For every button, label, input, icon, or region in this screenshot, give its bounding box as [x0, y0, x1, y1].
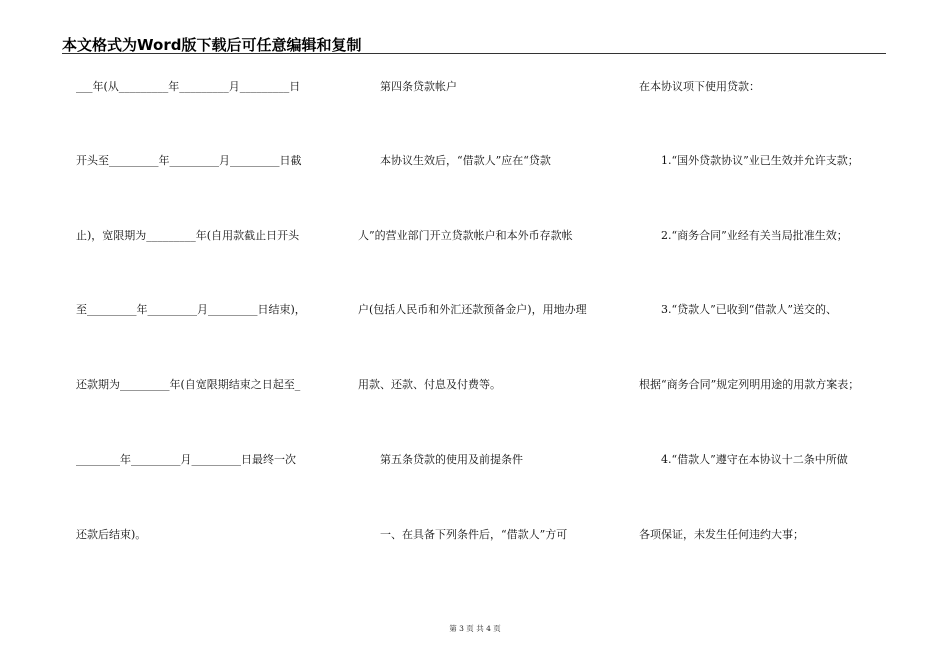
text-line: 人”的营业部门开立贷款帐户和本外币存款帐: [358, 229, 573, 242]
text-line: 3.“贷款人”已收到“借款人”送交的、: [639, 303, 837, 316]
document-header-title: 本文格式为Word版下载后可任意编辑和复制: [62, 36, 362, 54]
text-line: 本协议生效后，“借款人”应在“贷款: [358, 154, 551, 167]
text-line: 用款、还款、付息及付费等。: [358, 378, 501, 391]
header-divider: [62, 53, 886, 54]
text-line: 第五条贷款的使用及前提条件: [358, 453, 523, 466]
text-line: 各项保证，未发生任何违约大事；: [639, 528, 804, 541]
text-line: 还款后结束)。: [76, 528, 147, 541]
text-line: 第四条贷款帐户: [358, 80, 457, 93]
text-line: 2.“商务合同”业经有关当局批准生效；: [639, 229, 848, 242]
text-line: 户(包括人民币和外汇还款预备金户)，用地办理: [358, 303, 587, 316]
text-line: 开头至_________年_________月_________日截: [76, 154, 302, 167]
text-line: ________年_________月_________日最终一次: [76, 453, 296, 466]
text-line: 至_________年_________月_________日结束)，: [76, 303, 306, 316]
text-line: 4.“借款人”遵守在本协议十二条中所做: [639, 453, 848, 466]
text-line: 止)，宽限期为_________年(自用款截止日开头: [76, 229, 300, 242]
text-line: ___年(从_________年_________月_________日: [76, 80, 301, 93]
text-line: 一、在具备下列条件后，“借款人”方可: [358, 528, 568, 541]
text-line: 根据“商务合同”规定列明用途的用款方案表；: [639, 378, 860, 391]
text-line: 在本协议项下使用贷款：: [639, 80, 760, 93]
text-line: 还款期为_________年(自宽限期结束之日起至_: [76, 378, 301, 391]
text-line: 1.“国外贷款协议”业已生效并允许支款；: [639, 154, 859, 167]
page-number: 第 3 页 共 4 页: [449, 624, 501, 633]
